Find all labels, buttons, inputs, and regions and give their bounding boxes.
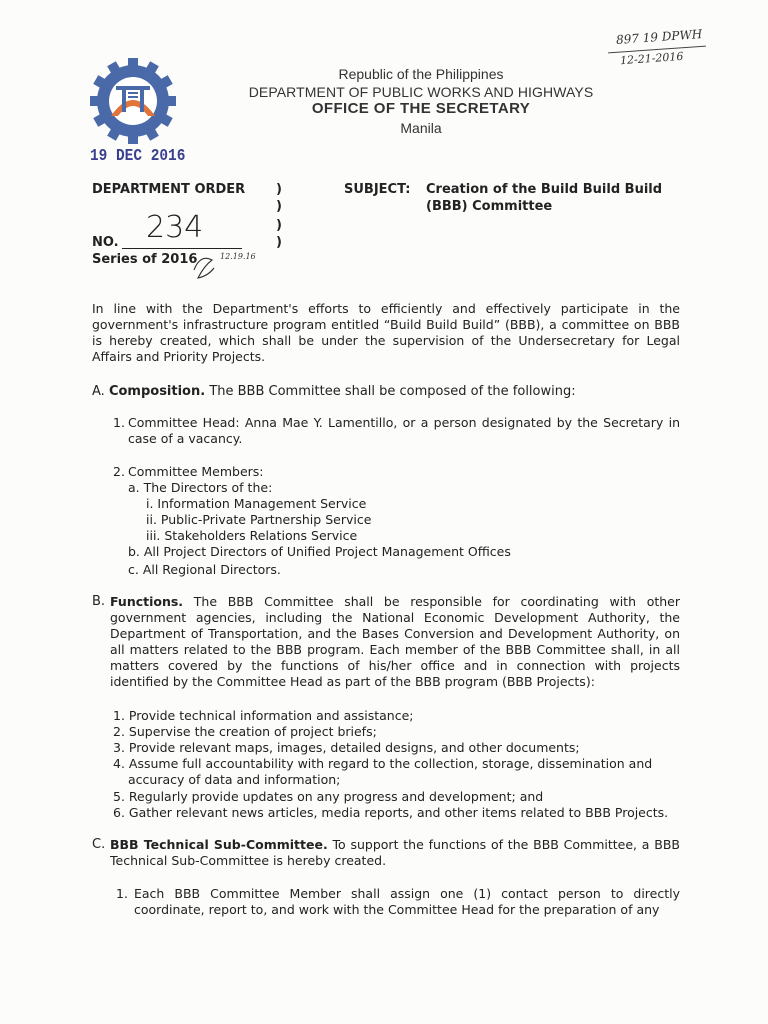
subject-line-2: (BBB) Committee: [426, 199, 553, 214]
section-c-title: BBB Technical Sub-Committee.: [110, 837, 328, 852]
section-a-sub-a: a. The Directors of the:: [128, 480, 273, 495]
section-a-item1-num: 1.: [113, 415, 125, 430]
section-b-letter: B.: [92, 594, 106, 609]
handwritten-ref-date: 12-21-2016: [619, 49, 684, 68]
section-b-title: Functions.: [110, 594, 184, 609]
section-a-item2: Committee Members:: [128, 464, 264, 479]
department-order-label: DEPARTMENT ORDER: [92, 182, 246, 197]
handwritten-initial-mark: [190, 252, 220, 282]
paren-4: ): [276, 235, 282, 250]
received-date-stamp: 19 DEC 2016: [90, 147, 186, 166]
section-b-list-item: 4. Assume full accountability with regard to the collection, storage, dissemination and: [113, 756, 653, 771]
section-b-list-item: 2. Supervise the creation of project briefs;: [113, 724, 377, 739]
section-a-heading: [92, 384, 576, 400]
handwritten-ref-note: 897 19 DPWH: [615, 27, 703, 47]
section-a-letter: A.: [92, 384, 105, 399]
section-b-text: The BBB Committee shall be responsible for coordinating with other government agencies, including the National Economic Development Authority, the Department of Transportation, and the Bases Conversion and Development Authority, on all matters related to the BBB program. Each member of the BBB Committee shall, in all matters covered by the functions of his/her office and in connection with projects identified by the Committee Head as part of the BBB program (BBB Projects):: [110, 594, 680, 689]
section-c-paragraph: [110, 837, 680, 869]
paren-2: ): [276, 199, 282, 214]
section-c-item1: Each BBB Committee Member shall assign one (1) contact person to directly coordinate, report to, and work with the Committee Head for the preparation of any: [134, 886, 680, 917]
order-series: Series of 2016: [92, 252, 198, 267]
header-department: DEPARTMENT OF PUBLIC WORKS AND HIGHWAYS: [248, 84, 594, 100]
section-a-text: The BBB Committee shall be composed of the following:: [209, 384, 576, 399]
section-a-sub-b: b. All Project Directors of Unified Project Management Offices: [128, 544, 511, 559]
section-a-sub-iii: iii. Stakeholders Relations Service: [146, 528, 358, 543]
header-republic: Republic of the Philippines: [338, 66, 504, 82]
section-b-list-item-cont: accuracy of data and information;: [128, 772, 341, 787]
section-c-letter: C.: [92, 837, 106, 852]
order-no-line: [122, 248, 242, 249]
paren-3: ): [276, 218, 282, 233]
order-no-label: NO.: [92, 235, 119, 250]
handwritten-series-initials: 12.19.16: [220, 252, 256, 261]
section-a-item1: Committee Head: Anna Mae Y. Lamentillo, or a person designated by the Secretary in case of a vacancy.: [128, 415, 680, 446]
section-b-list-item: 3. Provide relevant maps, images, detailed designs, and other documents;: [113, 740, 580, 755]
section-c-item1-num: 1.: [116, 886, 128, 901]
section-a-title: Composition.: [108, 384, 206, 399]
section-a-sub-c: c. All Regional Directors.: [128, 562, 281, 577]
header-office: OFFICE OF THE SECRETARY: [311, 100, 531, 117]
paren-1: ): [276, 182, 282, 197]
section-b-list-item: 1. Provide technical information and assistance;: [113, 708, 414, 723]
section-b-paragraph: [110, 594, 680, 690]
header-city: Manila: [400, 120, 442, 136]
section-c-text: To support the functions of the BBB Committee, a BBB Technical Sub-Committee is hereby created.: [110, 837, 680, 868]
subject-label: SUBJECT:: [344, 182, 411, 197]
section-b-list-item: 6. Gather relevant news articles, media reports, and other items related to BBB Projects.: [113, 805, 669, 820]
intro-paragraph: In line with the Department's efforts to efficiently and effectively participate in the government's infrastructure program entitled “Build Build Build” (BBB), a committee on BBB is hereby created, which shall be under the supervision of the Undersecretary for Legal Affairs and Priority Projects.: [92, 301, 680, 364]
order-number: 234: [146, 210, 204, 245]
section-b-list-item: 5. Regularly provide updates on any progress and development; and: [113, 789, 544, 804]
section-a-sub-ii: ii. Public-Private Partnership Service: [146, 512, 372, 527]
subject-line-1: Creation of the Build Build Build: [426, 182, 663, 197]
section-a-sub-i: i. Information Management Service: [146, 496, 367, 511]
section-a-item2-num: 2.: [113, 464, 125, 479]
